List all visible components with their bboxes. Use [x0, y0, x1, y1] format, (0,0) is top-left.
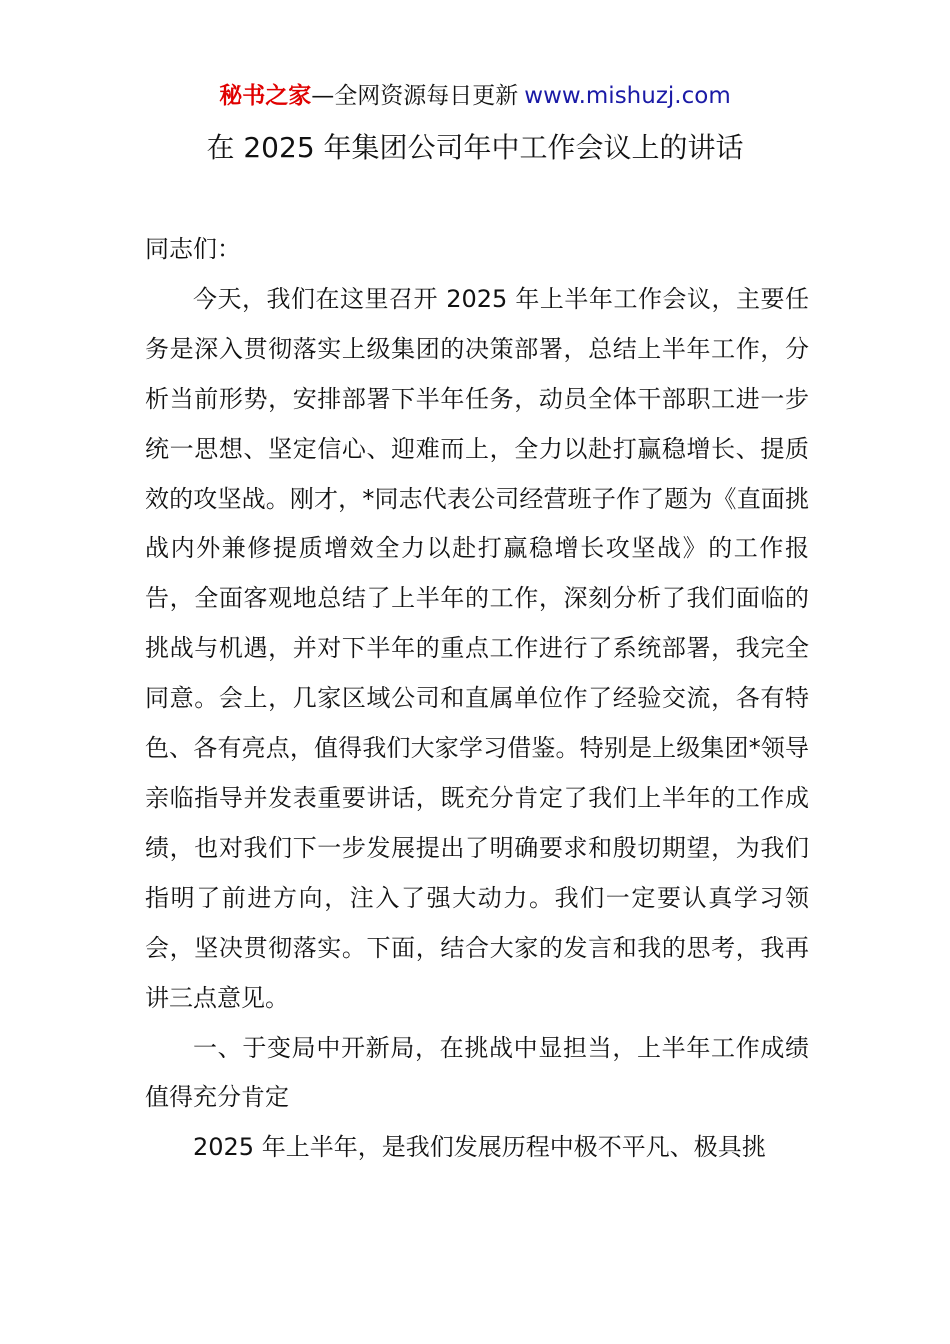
document-body — [145, 225, 809, 1173]
section-heading-1: 一、于变局中开新局，在挑战中显担当，上半年工作成绩值得充分肯定 — [145, 1033, 809, 1112]
site-tagline: —全网资源每日更新 — [311, 83, 519, 109]
salutation: 同志们： — [145, 235, 241, 263]
site-header — [0, 80, 950, 112]
document-title: 在 2025 年集团公司年中工作会议上的讲话 — [206, 131, 744, 164]
site-url-link[interactable]: www.mishuzj.com — [524, 83, 731, 109]
brand-name: 秘书之家 — [219, 83, 312, 109]
paragraph-section-1: 2025 年上半年，是我们发展历程中极不平凡、极具挑 — [193, 1133, 766, 1162]
paragraph-intro: 今天，我们在这里召开 2025 年上半年工作会议，主要任务是深入贯彻落实上级集团的决策部署，总结上半年工作，分析当前形势，安排部署下半年任务，动员全体干部职工进一步统一思想、坚定信心、迎难而上，全力以赴打赢稳增长、提质效的攻坚战。刚才，*同志代表公司经营班子作了题为《直面挑战内外兼修提质增效全力以赴打赢稳增长攻坚战》的工作报告，全面客观地总结了上半年的工作，深刻分析了我们面临的挑战与机遇，并对下半年的重点工作进行了系统部署，我完全同意。会上，几家区域公司和直属单位作了经验交流，各有特色、各有亮点，值得我们大家学习借鉴。特别是上级集团*领导亲临指导并发表重要讲话，既充分肯定了我们上半年的工作成绩，也对我们下一步发展提出了明确要求和殷切期望，为我们指明了前进方向，注入了强大动力。我们一定要认真学习领会，坚决贯彻落实。下面，结合大家的发言和我的思考，我再讲三点意见。 — [145, 284, 809, 1012]
